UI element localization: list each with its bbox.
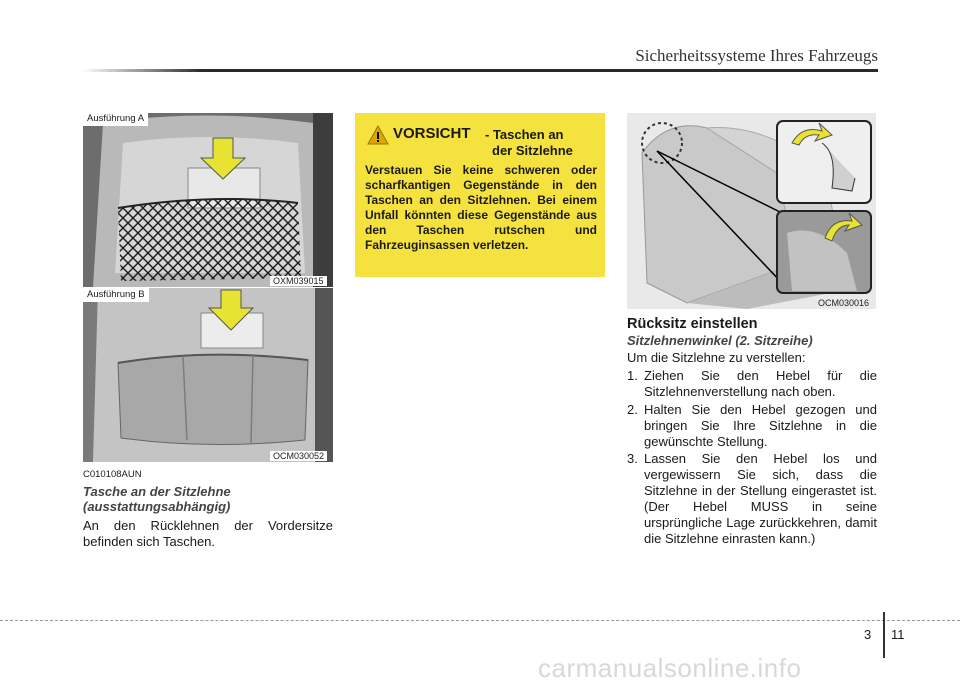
rear-seat-photo-code: OCM030016 bbox=[815, 298, 872, 308]
photo-variant-b bbox=[83, 288, 333, 462]
rear-seat-photo bbox=[627, 113, 876, 309]
step-text: Lassen Sie den Hebel los und vergewissern Sie sich, dass die Sitzlehne in der Stellung eingerastet ist. (Der Hebel MUSS in seine ursprüngliche Lage zurückkehren, damit die Sitzlehne einrasten kann.) bbox=[644, 451, 877, 546]
reference-code: C010108AUN bbox=[83, 469, 142, 480]
seat-pocket-description: An den Rücklehnen der Vordersitze befinden sich Taschen. bbox=[83, 518, 333, 549]
rear-seat-subheading: Sitzlehnenwinkel (2. Sitzreihe) bbox=[627, 333, 813, 348]
caution-title: VORSICHT bbox=[393, 125, 471, 142]
header-rule-fade bbox=[82, 69, 202, 72]
caution-subtitle-line2: der Sitzlehne bbox=[492, 143, 573, 158]
rear-seat-intro: Um die Sitzlehne zu verstellen: bbox=[627, 350, 806, 365]
caution-box bbox=[355, 113, 605, 277]
step-number: 1. bbox=[627, 368, 638, 383]
chapter-number: 3 bbox=[864, 627, 872, 642]
step-text: Ziehen Sie den Hebel für die Sitzlehnenverstellung nach oben. bbox=[644, 368, 877, 399]
step-number: 3. bbox=[627, 451, 638, 466]
photo-variant-a-code: OXM039015 bbox=[270, 276, 327, 286]
section-heading-line1: Tasche an der Sitzlehne bbox=[83, 484, 231, 499]
caution-subtitle-line1: - Taschen an bbox=[485, 127, 564, 142]
caution-text: Verstauen Sie keine schweren oder scharfkantigen Gegenstände in den Taschen an den Sitzlehnen. Bei einem Unfall könnten diese Gegenstände aus den Taschen rutschen und Fahrzeuginsassen verletzen. bbox=[365, 163, 597, 252]
step-number: 2. bbox=[627, 402, 638, 417]
photo-variant-b-code: OCM030052 bbox=[270, 451, 327, 461]
photo-variant-a bbox=[83, 113, 333, 287]
seat-pocket-net-illustration bbox=[83, 113, 333, 287]
section-heading-line2: (ausstattungsabhängig) bbox=[83, 499, 231, 514]
seat-pocket-leather-illustration bbox=[83, 288, 333, 462]
footer-rule bbox=[0, 620, 960, 621]
step-item bbox=[627, 451, 877, 547]
footer-divider bbox=[883, 612, 885, 658]
watermark: carmanualsonline.info bbox=[538, 653, 802, 683]
running-header: Sicherheitssysteme Ihres Fahrzeugs bbox=[635, 46, 878, 65]
rear-seat-heading: Rücksitz einstellen bbox=[627, 316, 758, 332]
page-number: 11 bbox=[891, 627, 905, 642]
rear-seat-recline-illustration bbox=[627, 113, 876, 309]
warning-triangle-icon bbox=[367, 125, 389, 145]
photo-variant-b-label: Ausführung B bbox=[83, 288, 149, 302]
step-text: Halten Sie den Hebel gezogen und bringen Sie Ihre Sitzlehne in die gewünschte Stellung. bbox=[644, 402, 877, 449]
section-heading-seat-pocket bbox=[83, 484, 333, 514]
step-item bbox=[627, 368, 877, 400]
photo-variant-a-label: Ausführung A bbox=[83, 112, 148, 126]
step-item bbox=[627, 402, 877, 450]
